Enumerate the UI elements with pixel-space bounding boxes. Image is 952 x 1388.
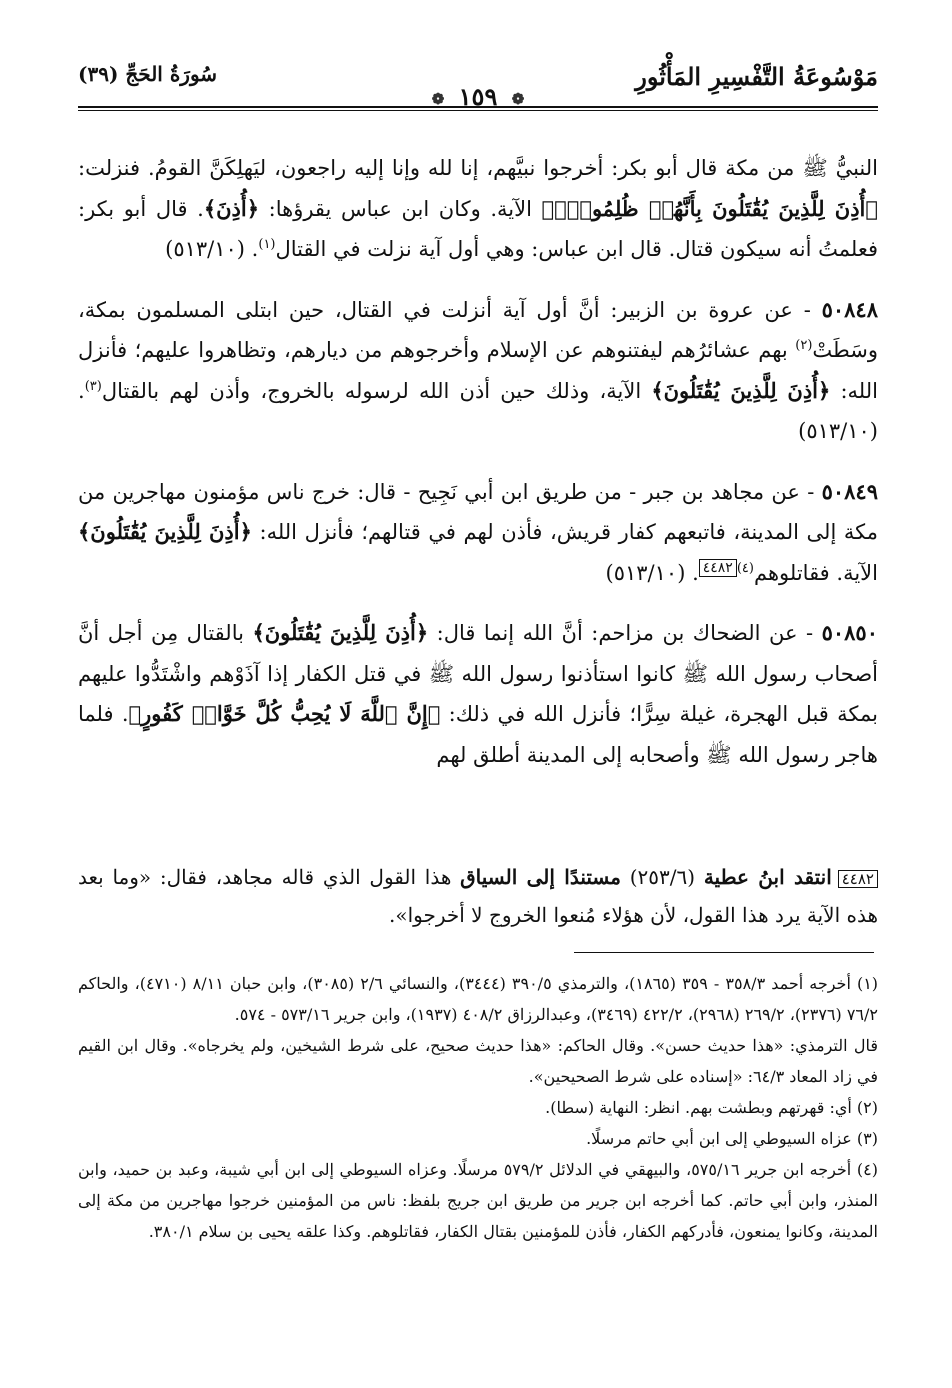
- narration-entry: [78, 472, 878, 594]
- footnote-marker: (٢): [795, 338, 813, 353]
- note-number-box: ٤٤٨٢: [838, 870, 878, 888]
- book-title: مَوْسُوعَةُ التَّفْسِيرِ المَأْثُورِ: [635, 62, 878, 91]
- text: الآية. وكان ابن عباس يقرؤها:: [259, 196, 542, 221]
- note-bold: انتقد ابنُ عطية: [703, 865, 832, 889]
- quran-quote: ﴿إِنَّ ٱللَّهَ لَا يُحِبُّ كُلَّ خَوَّانٖ كَفُورٍ﴾: [128, 701, 441, 726]
- footnote-divider: [574, 952, 874, 953]
- text: (٢٥٣/٦): [620, 865, 704, 889]
- note-bold: مستندًا إلى السياق: [460, 865, 621, 889]
- footnote: قال الترمذي: «هذا حديث حسن». وقال الحاكم: «هذا حديث صحيح، على شرط الشيخين، ولم يخرجاه». وقال ابن القيم في زاد المعاد ٦٤/٣: «إسناده على شرط الصحيحين».: [78, 1036, 878, 1086]
- ornament-icon: ❁: [511, 89, 525, 108]
- volume-ref: (٥١٣/١٠): [605, 560, 686, 585]
- text: هذا القول الذي قاله مجاهد، فقال: «وما بعد هذه الآية يرد هذا القول، لأن هؤلاء مُنعوا الخروج لا أخرجوا».: [78, 865, 878, 927]
- quran-quote: ﴿أُذِنَ لِلَّذِينَ يُقَٰتَلُونَ﴾: [651, 377, 831, 403]
- footnote-marker: (١): [258, 237, 276, 252]
- text: - عن عروة بن الزبير: أنَّ أول آية أنزلت في القتال، حين ابتلى المسلمون بمكة، وسَطَتْ: [78, 297, 878, 362]
- entry-number: ٥٠٨٥٠: [821, 620, 878, 645]
- entry-number: ٥٠٨٤٩: [821, 478, 878, 504]
- volume-ref: (٥١٣/١٠): [798, 419, 878, 443]
- text: الآية، وذلك حين أذن الله لرسوله بالخروج، وأذن لهم بالقتال: [101, 378, 652, 403]
- page-header: [78, 62, 878, 122]
- footnote-marker: (٣): [84, 378, 102, 394]
- note-reference-box: ٤٤٨٢: [699, 559, 737, 577]
- header-rule-thin: [78, 110, 878, 111]
- footnote: (٤) أخرجه ابن جرير ٥٧٥/١٦، والبيهقي في الدلائل ٥٧٩/٢ مرسلًا. وعزاه السيوطي إلى ابن أبي شيبة، وعبد بن حميد، وابن المنذر، وابن أبي حاتم. كما أخرجه ابن جرير من طريق ابن جريج بلفظ: ناس من المؤمنين خرجوا مهاجرين من مكة إلى المدينة، وكانوا يمنعون، فأدركهم الكفار، فأذن للمؤمنين بقتال الكفار، فقاتلوهم. وكذا علقه يحيى بن سلام ٣٨٠/١.: [78, 1160, 879, 1241]
- text: .: [78, 378, 85, 403]
- volume-ref: (٥١٣/١٠): [165, 237, 245, 261]
- text: .: [245, 237, 259, 261]
- footnote: (٢) أي: قهرتهم وبطشت بهم. انظر: النهاية (سطا).: [545, 1098, 878, 1117]
- footnote: (٣) عزاه السيوطي إلى ابن أبي حاتم مرسلًا.: [586, 1129, 878, 1148]
- text: . قال أبو بكر: فعلمتُ أنه سيكون قتال. قال ابن عباس: وهي أول آية نزلت في القتال: [78, 196, 878, 261]
- text: الآية. فقاتلوهم: [753, 560, 878, 585]
- text: النبيُّ ﷺ من مكة قال أبو بكر: أخرجوا نبيَّهم، إنا لله وإنا إليه راجعون، ليَهلِكَنَّ القومُ. فنزلت:: [78, 156, 878, 180]
- narration-entry: [78, 290, 878, 452]
- text: بهم عشائرُهم ليفتنوهم عن الإسلام وأخرجوهم من ديارهم، وتظاهروا عليهم؛ فأنزل الله:: [78, 338, 878, 403]
- quran-quote: ﴿أُذِنَ لِلَّذِينَ يُقَٰتَلُونَ﴾: [78, 519, 252, 544]
- quran-quote: ﴿أُذِنَ﴾: [203, 195, 260, 221]
- text: . فلما هاجر رسول الله ﷺ وأصحابه إلى المدينة أطلق لهم: [78, 702, 878, 767]
- text: - عن الضحاك بن مزاحم: أنَّ الله إنما قال:: [428, 621, 822, 645]
- entry-number: ٥٠٨٤٨: [821, 296, 878, 322]
- paragraph-continuation: [78, 148, 878, 270]
- text: بالقتال مِن أجل أنَّ أصحاب رسول الله ﷺ كانوا استأذنوا رسول الله ﷺ في قتل الكفار إذا آذَوْهم واشْتَدُّوا عليهم بمكة قبل الهجرة، غيلة سِرًّا؛ فأنزل الله في ذلك:: [78, 621, 878, 726]
- main-text: [78, 148, 878, 775]
- page-number: ١٥٩: [458, 82, 498, 111]
- narration-entry: [78, 613, 878, 775]
- quran-quote: ﴿أُذِنَ لِلَّذِينَ يُقَٰتَلُونَ﴾: [252, 620, 429, 645]
- surah-title: سُورَةُ الحَجِّ (٣٩): [78, 62, 218, 86]
- commentary-note: [78, 858, 878, 934]
- quran-quote: ﴿أُذِنَ لِلَّذِينَ يُقَٰتَلُونَ بِأَنَّهُمۡ ظُلِمُواْۚ﴾: [541, 195, 878, 221]
- ornament-icon: ❁: [431, 89, 445, 108]
- footnote: (١) أخرجه أحمد ٣٥٨/٣ - ٣٥٩ (١٨٦٥)، والترمذي ٣٩٠/٥ (٣٤٤٤)، والنسائي ٢/٦ (٣٠٨٥)، وابن حبان ٨/١١ (٤٧١٠)، والحاكم ٧٦/٢ (٢٣٧٦)، ٢٦٩/٢ (٢٩٦٨)، ٤٢٢/٢ (٣٤٦٩)، وعبدالرزاق ٤٠٨/٢ (١٩٣٧)، وابن جرير ٥٧٣/١٦ - ٥٧٤.: [78, 974, 879, 1024]
- footnote-marker: (٤): [736, 560, 754, 576]
- footnotes: [78, 968, 878, 1247]
- text: .: [685, 560, 699, 585]
- text: - عن مجاهد بن جبر - من طريق ابن أبي نَجِيح - قال: خرج ناس مؤمنون مهاجرين من مكة إلى المدينة، فاتبعهم كفار قريش، فأذن لهم في قتالهم؛ فأنزل الله:: [78, 479, 878, 544]
- header-rule: [78, 106, 878, 108]
